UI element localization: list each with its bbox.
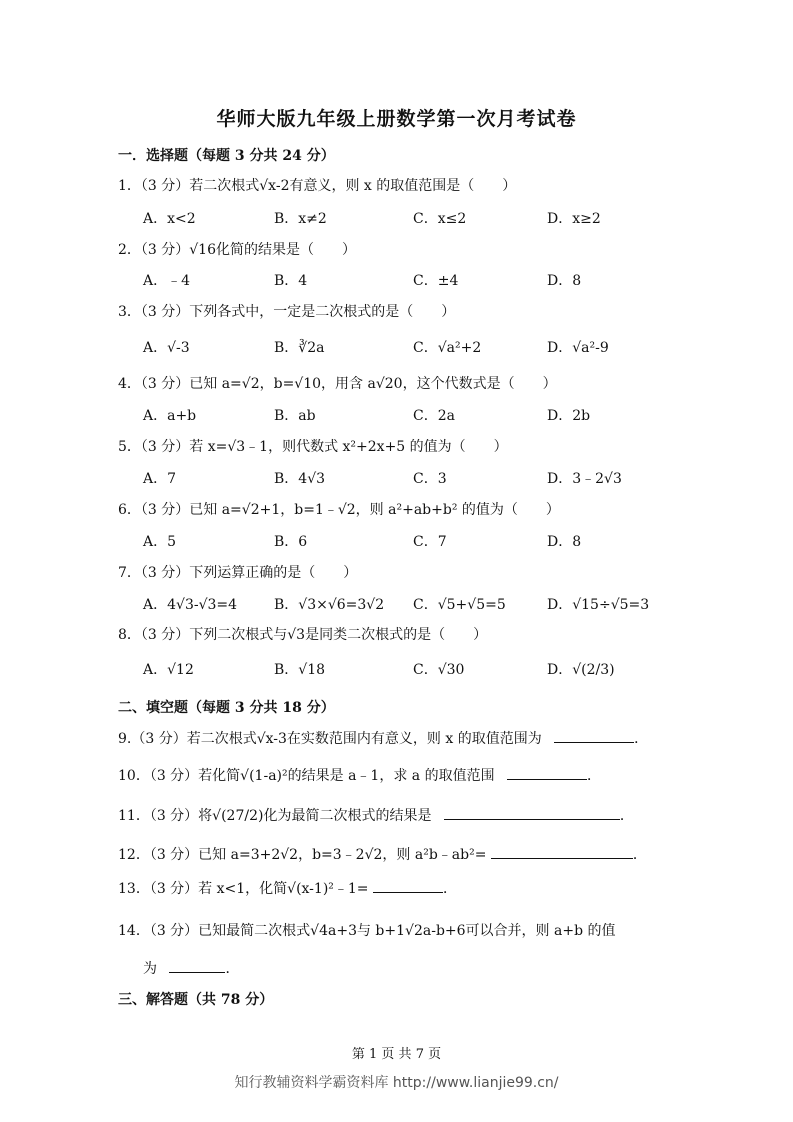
option-c: C．x≤2: [413, 211, 467, 227]
option-b: B．ab: [274, 408, 316, 424]
question-5: 5．（3 分）若 x=√3﹣1，则代数式 x²+2x+5 的值为（ ）: [118, 439, 508, 455]
question-3: 3．（3 分）下列各式中，一定是二次根式的是（ ）: [118, 304, 456, 320]
page-title: 华师大版九年级上册数学第一次月考试卷: [216, 108, 577, 130]
option-a: A．x<2: [143, 211, 196, 227]
option-b: B．∛2a: [274, 340, 325, 356]
question-1: 1．（3 分）若二次根式√x-2有意义，则 x 的取值范围是（ ）: [118, 178, 517, 194]
answer-blank[interactable]: [373, 878, 443, 893]
answer-blank[interactable]: [491, 844, 633, 859]
question-11-text: 11．（3 分）将√(27/2)化为最简二次根式的结果是: [118, 808, 432, 824]
option-a: A．√12: [143, 662, 194, 678]
option-a: A．a+b: [143, 408, 197, 424]
option-c: C．7: [413, 534, 447, 550]
option-c: C．√30: [413, 662, 465, 678]
option-d: D．x≥2: [547, 211, 601, 227]
question-7-options: [143, 594, 703, 616]
option-b: B．6: [274, 534, 308, 550]
question-7: 7．（3 分）下列运算正确的是（ ）: [118, 565, 358, 581]
option-b: B．4: [274, 273, 308, 289]
question-13: 13．（3 分）若 x<1，化简√(x-1)²﹣1= ．: [118, 878, 457, 898]
question-10-text: 10．（3 分）若化简√(1-a)²的结果是 a﹣1，求 a 的取值范围: [118, 768, 495, 784]
page-number: 第 1 页 共 7 页: [351, 1047, 442, 1062]
question-3-options: [143, 337, 703, 359]
option-c: C．2a: [413, 408, 455, 424]
option-c: C．√5+√5=5: [413, 597, 506, 613]
question-14-text-2: 为: [143, 961, 157, 977]
question-8: 8．（3 分）下列二次根式与√3是同类二次根式的是（ ）: [118, 627, 488, 643]
option-b: B．√3×√6=3√2: [274, 597, 385, 613]
option-d: D．√a²-9: [547, 340, 609, 356]
question-11: 11．（3 分）将√(27/2)化为最简二次根式的结果是 ．: [118, 805, 634, 825]
answer-blank[interactable]: [169, 958, 225, 973]
question-9-text: 9.（3 分）若二次根式√x-3在实数范围内有意义，则 x 的取值范围为: [118, 731, 542, 747]
watermark: 知行教辅资料学霸资料库 http://www.lianjie99.cn/: [234, 1075, 559, 1091]
question-6: 6．（3 分）已知 a=√2+1，b=1﹣√2，则 a²+ab+b² 的值为（ ）: [118, 502, 560, 518]
question-9: 9.（3 分）若二次根式√x-3在实数范围内有意义，则 x 的取值范围为 ．: [118, 728, 648, 748]
section-3-heading: 三、解答题（共 78 分）: [118, 992, 274, 1008]
question-2: 2．（3 分）√16化简的结果是（ ）: [118, 242, 356, 258]
section-2-heading: 二、填空题（每题 3 分共 18 分）: [118, 700, 335, 716]
option-a: A．7: [143, 471, 177, 487]
option-d: D．3﹣2√3: [547, 471, 622, 487]
option-b: B．4√3: [274, 471, 326, 487]
option-d: D．8: [547, 273, 582, 289]
option-d: D．2b: [547, 408, 591, 424]
question-12-text: 12．（3 分）已知 a=3+2√2，b=3﹣2√2，则 a²b﹣ab²=: [118, 847, 487, 863]
question-14-continuation: 为 ．: [143, 958, 239, 978]
answer-blank[interactable]: [554, 728, 634, 743]
option-c: C．±4: [413, 273, 459, 289]
section-1-heading: 一．选择题（每题 3 分共 24 分）: [118, 148, 335, 164]
question-4-options: [143, 405, 703, 427]
option-c: C．√a²+2: [413, 340, 482, 356]
question-12: 12．（3 分）已知 a=3+2√2，b=3﹣2√2，则 a²b﹣ab²= ．: [118, 844, 647, 864]
question-5-options: [143, 468, 703, 490]
option-d: D．√(2/3): [547, 662, 615, 678]
question-2-options: [143, 270, 703, 292]
answer-blank[interactable]: [444, 805, 620, 820]
answer-blank[interactable]: [507, 765, 587, 780]
option-a: A．√-3: [143, 340, 190, 356]
option-b: B．x≠2: [274, 211, 327, 227]
question-4: 4．（3 分）已知 a=√2，b=√10，用含 a√20，这个代数式是（ ）: [118, 376, 557, 392]
question-1-options: [143, 208, 703, 230]
question-10: 10．（3 分）若化简√(1-a)²的结果是 a﹣1，求 a 的取值范围 ．: [118, 765, 601, 785]
option-a: A．5: [143, 534, 177, 550]
question-8-options: [143, 659, 703, 681]
option-b: B．√18: [274, 662, 326, 678]
question-6-options: [143, 531, 703, 553]
option-d: D．8: [547, 534, 582, 550]
option-c: C．3: [413, 471, 447, 487]
option-d: D．√15÷√5=3: [547, 597, 650, 613]
question-14: 14．（3 分）已知最简二次根式√4a+3与 b+1√2a-b+6可以合并，则 a+b 的值: [118, 923, 616, 939]
option-a: A．4√3-√3=4: [143, 597, 238, 613]
question-13-text: 13．（3 分）若 x<1，化简√(x-1)²﹣1=: [118, 881, 369, 897]
option-a: A．﹣4: [143, 273, 191, 289]
